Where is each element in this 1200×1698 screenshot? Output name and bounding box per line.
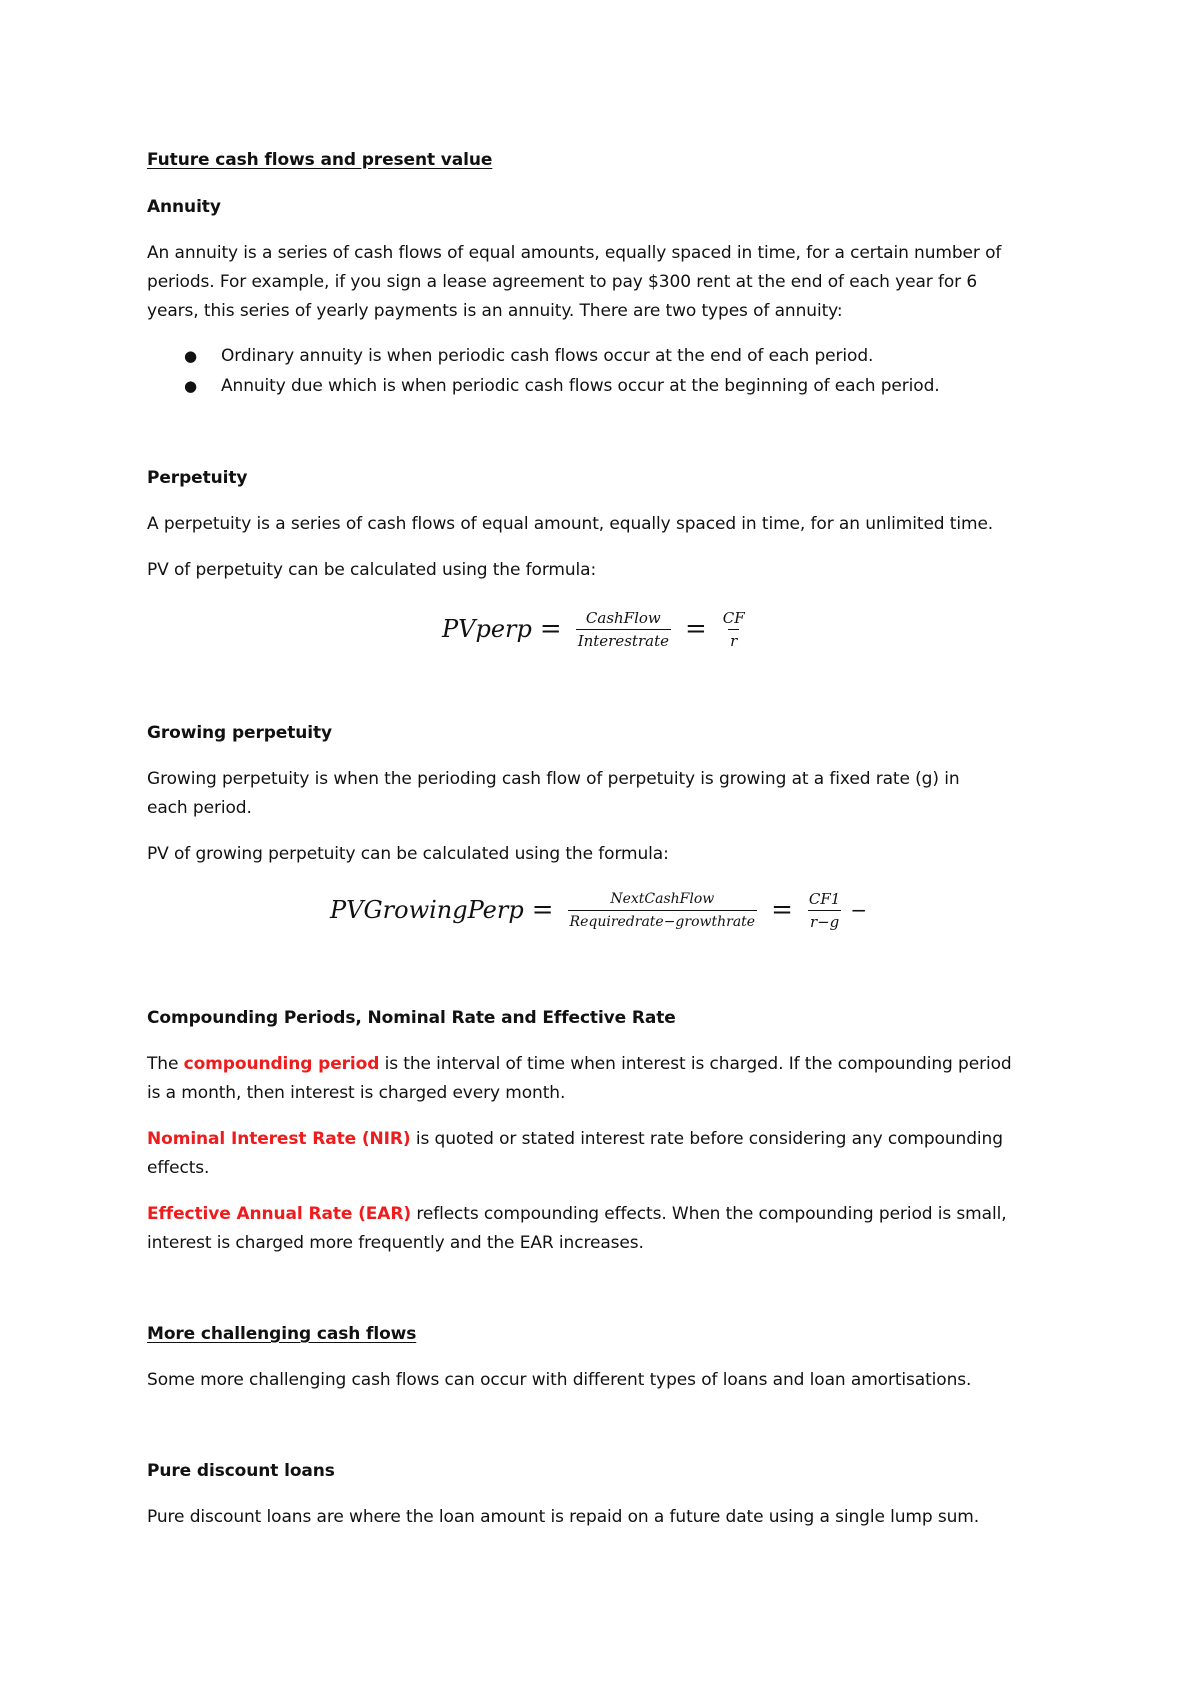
- annuity-bullet-due: Annuity due which is when periodic cash flows occur at the beginning of each period.: [221, 376, 940, 396]
- formula-denominator: r: [728, 629, 739, 650]
- bullet-icon: ●: [184, 347, 198, 365]
- equals-sign: =: [539, 614, 562, 644]
- nir-paragraph-line-1: [147, 1129, 1003, 1149]
- ear-paragraph-line-1: [147, 1204, 1007, 1224]
- compounding-intro: The: [147, 1054, 184, 1074]
- ear-definition: reflects compounding effects. When the compounding period is small,: [411, 1204, 1007, 1224]
- growing-perpetuity-formula-intro: PV of growing perpetuity can be calculated using the formula:: [147, 844, 669, 864]
- perpetuity-heading: Perpetuity: [147, 468, 248, 488]
- ear-paragraph-line-2: interest is charged more frequently and the EAR increases.: [147, 1233, 644, 1253]
- formula-numerator: CF: [722, 608, 745, 627]
- formula-numerator: CF1: [808, 889, 841, 908]
- nir-paragraph-line-2: effects.: [147, 1158, 210, 1178]
- formula-lhs: PVGrowingPerp: [330, 896, 524, 924]
- annuity-paragraph-line-3: years, this series of yearly payments is an annuity. There are two types of annuity:: [147, 301, 843, 321]
- ear-term: Effective Annual Rate (EAR): [147, 1204, 412, 1224]
- nir-definition: is quoted or stated interest rate before considering any compounding: [410, 1129, 1003, 1149]
- formula-numerator: CashFlow: [585, 608, 661, 627]
- growing-perpetuity-line-2: each period.: [147, 798, 252, 818]
- pure-discount-heading: Pure discount loans: [147, 1461, 335, 1481]
- formula-trailing-dash: −: [850, 898, 868, 922]
- pure-discount-paragraph: Pure discount loans are where the loan amount is repaid on a future date using a single lump sum.: [147, 1507, 980, 1527]
- growing-perpetuity-formula: [330, 884, 867, 936]
- annuity-heading: Annuity: [147, 197, 221, 217]
- perpetuity-formula-intro: PV of perpetuity can be calculated using the formula:: [147, 560, 597, 580]
- challenging-heading: More challenging cash flows: [147, 1324, 417, 1344]
- growing-perpetuity-heading: Growing perpetuity: [147, 723, 332, 743]
- annuity-bullet-ordinary: Ordinary annuity is when periodic cash flows occur at the end of each period.: [221, 346, 874, 366]
- challenging-paragraph: Some more challenging cash flows can occur with different types of loans and loan amortisations.: [147, 1370, 972, 1390]
- annuity-paragraph-line-2: periods. For example, if you sign a lease agreement to pay $300 rent at the end of each year for 6: [147, 272, 978, 292]
- formula-denominator: Requiredrate−growthrate: [568, 910, 758, 931]
- perpetuity-definition: A perpetuity is a series of cash flows of equal amount, equally spaced in time, for an unlimited time.: [147, 514, 994, 534]
- bullet-icon: ●: [184, 377, 198, 395]
- equals-sign: =: [684, 614, 707, 644]
- formula-lhs: PVperp: [442, 615, 532, 643]
- formula-numerator: NextCashFlow: [610, 890, 715, 907]
- perpetuity-formula: [442, 603, 753, 655]
- compounding-definition: is the interval of time when interest is charged. If the compounding period: [379, 1054, 1012, 1074]
- growing-perpetuity-line-1: Growing perpetuity is when the perioding cash flow of perpetuity is growing at a fixed rate (g) in: [147, 769, 960, 789]
- compounding-period-term: compounding period: [183, 1054, 380, 1074]
- formula-denominator: r−g: [808, 910, 841, 931]
- compounding-heading: Compounding Periods, Nominal Rate and Effective Rate: [147, 1008, 676, 1028]
- compounding-paragraph-line-2: is a month, then interest is charged every month.: [147, 1083, 566, 1103]
- equals-sign: =: [771, 895, 793, 925]
- equals-sign: =: [531, 895, 554, 925]
- annuity-paragraph-line-1: An annuity is a series of cash flows of equal amounts, equally spaced in time, for a certain number of: [147, 243, 1002, 263]
- page-title: Future cash flows and present value: [147, 150, 493, 170]
- nir-term: Nominal Interest Rate (NIR): [147, 1129, 411, 1149]
- compounding-paragraph-line-1: [147, 1054, 1012, 1074]
- formula-denominator: Interestrate: [576, 629, 671, 650]
